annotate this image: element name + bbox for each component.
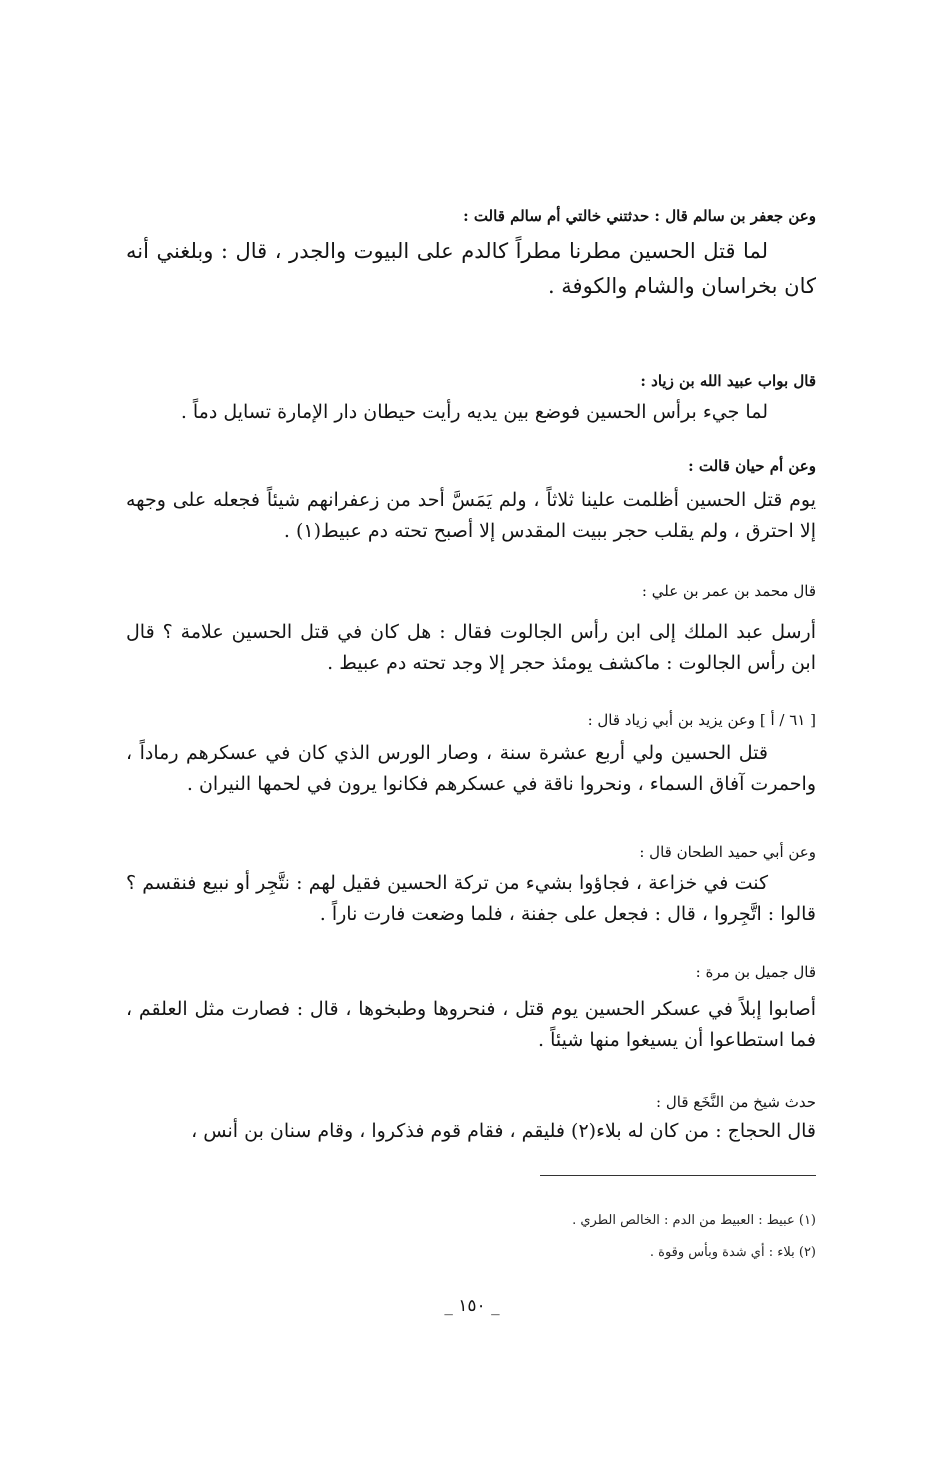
narration-text: يوم قتل الحسين أظلمت علينا ثلاثاً ، ولم يَمَسَّ أحد من زعفرانهم شيئاً فجعله على وجهه إلا احترق ، ولم يقلب حجر ببيت المقدس إلا أصبح تحته دم عبيط(١) . — [126, 489, 816, 542]
narration-entry — [126, 371, 816, 428]
narration-entry — [126, 581, 816, 679]
narration-attribution: حدث شيخ من النَّخَع قال : — [656, 1093, 816, 1111]
narration-entry — [126, 842, 816, 930]
footnote-divider — [540, 1175, 816, 1176]
page-number: _ ١٥٠ _ — [444, 1296, 500, 1316]
narration-entry — [126, 710, 816, 800]
narration-attribution: قال محمد بن عمر بن علي : — [641, 582, 816, 600]
narration-attribution: قال بواب عبيد الله بن زياد : — [640, 372, 816, 390]
narration-text: لما قتل الحسين مطرنا مطراً كالدم على البيوت والجدر ، قال : وبلغني أنه كان بخراسان والشام والكوفة . — [126, 239, 816, 298]
narration-attribution: وعن أبي حميد الطحان قال : — [639, 843, 816, 861]
narration-attribution: وعن أم حيان قالت : — [688, 457, 816, 475]
narration-attribution: وعن جعفر بن سالم قال : حدثتني خالتي أم سالم قالت : — [463, 207, 816, 225]
narration-text: كنت في خزاعة ، فجاؤوا بشيء من تركة الحسين فقيل لهم : نتَّجِر أو نبيع فنقسم ؟ قالوا : اتَّجِروا ، قال : فجعل على جفنة ، فلما وضعت فارت ناراً . — [126, 872, 816, 925]
narration-entry — [126, 962, 816, 1056]
narration-entry — [126, 206, 816, 304]
footnote: (٢) بلاء : أي شدة وبأس وقوة . — [649, 1245, 816, 1260]
narration-text: أرسل عبد الملك إلى ابن رأس الجالوت فقال : هل كان في قتل الحسين علامة ؟ قال ابن رأس الجالوت : ماكشف يومئذ حجر إلا وجد تحته دم عبيط . — [126, 621, 816, 674]
narration-text: قال الحجاج : من كان له بلاء(٢) فليقم ، فقام قوم فذكروا ، وقام سنان بن أنس ، — [191, 1120, 816, 1142]
footnote: (١) عبيط : العبيط من الدم : الخالص الطري . — [572, 1213, 816, 1228]
narration-attribution: [ ٦١ / أ ] وعن يزيد بن أبي زياد قال : — [587, 711, 816, 729]
narration-text: أصابوا إبلاً في عسكر الحسين يوم قتل ، فنحروها وطبخوها ، قال : فصارت مثل العلقم ، فما استطاعوا أن يسيغوا منها شيئاً . — [126, 998, 816, 1051]
narration-text: لما جيء برأس الحسين فوضع بين يديه رأيت حيطان دار الإمارة تسايل دماً . — [180, 401, 768, 423]
narration-attribution: قال جميل بن مرة : — [695, 963, 816, 981]
narration-entry — [126, 1092, 816, 1147]
narration-text: قتل الحسين ولي أربع عشرة سنة ، وصار الورس الذي كان في عسكرهم رماداً ، واحمرت آفاق السماء ، ونحروا ناقة في عسكرهم فكانوا يرون في لحمها النيران . — [126, 742, 816, 795]
narration-entry — [126, 456, 816, 547]
